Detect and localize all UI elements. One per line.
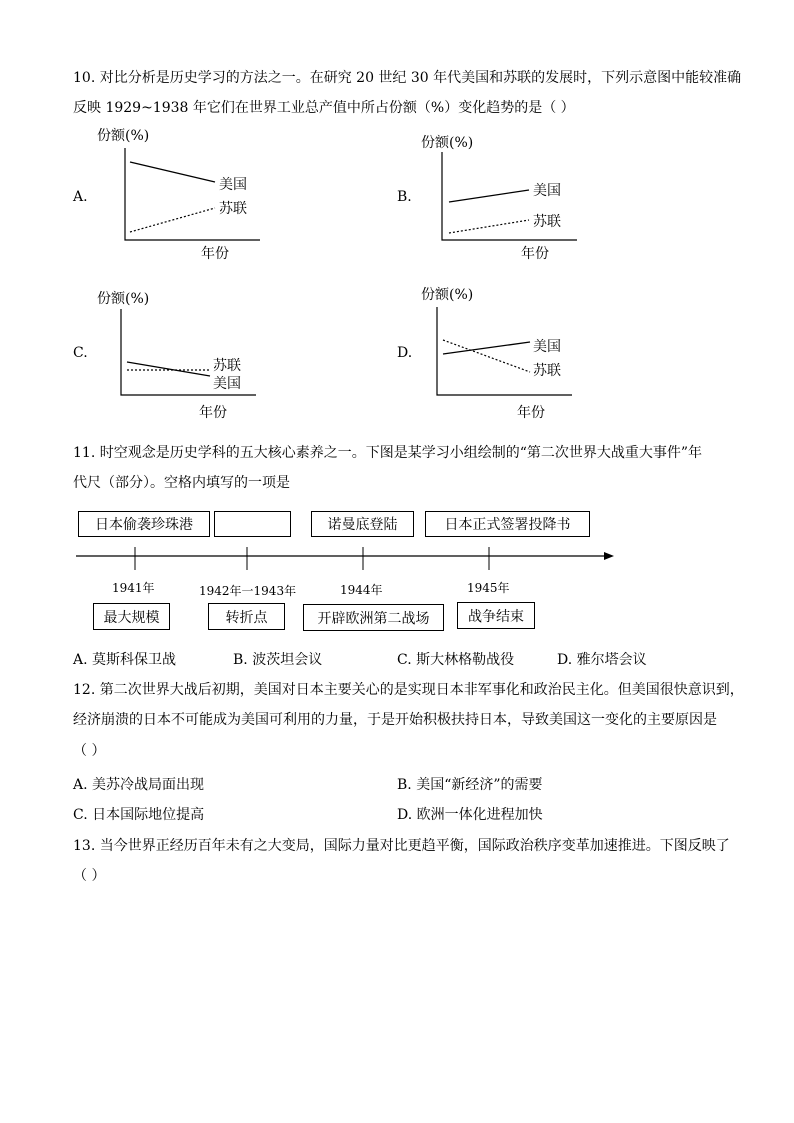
q10-a-y-label: 份额(%)	[97, 128, 150, 144]
q10-c-us-label: 美国	[213, 376, 241, 392]
q10-d-x-label: 年份	[517, 405, 545, 421]
q10-d-y-label: 份额(%)	[421, 287, 474, 303]
q10-b-ussr-line	[449, 220, 529, 233]
q10-c-us-line	[127, 362, 210, 376]
q11-option-a[interactable]: A. 莫斯科保卫战	[73, 652, 177, 668]
q13-stem-line1: 13. 当今世界正经历百年未有之大变局，国际力量对比更趋平衡，国际政治秩序变革加速推进。下图反映了	[73, 838, 730, 854]
q10-option-c-label: C.	[73, 345, 88, 361]
q11-year-1944: 1944年	[340, 583, 383, 597]
q10-option-d-label: D.	[397, 345, 413, 361]
q11-timeline-arrow-icon	[604, 552, 614, 560]
q10-d-us-label: 美国	[533, 339, 561, 355]
q10-a-us-label: 美国	[219, 177, 247, 193]
q11-box-war-end: 战争结束	[457, 602, 535, 629]
q10-d-ussr-label: 苏联	[533, 363, 561, 379]
q11-box-pearl-harbor: 日本偷袭珍珠港	[78, 511, 210, 537]
q11-option-c[interactable]: C. 斯大林格勒战役	[397, 652, 515, 668]
q11-box-surrender: 日本正式签署投降书	[425, 511, 590, 537]
q12-option-c[interactable]: C. 日本国际地位提高	[73, 807, 205, 823]
q10-stem-line1: 10. 对比分析是历史学习的方法之一。在研究 20 世纪 30 年代美国和苏联的发展时，下列示意图中能较准确	[73, 70, 742, 86]
q13-stem-line2: （ ）	[73, 868, 106, 884]
q12-option-b[interactable]: B. 美国“新经济”的需要	[397, 777, 543, 793]
q12-option-a[interactable]: A. 美苏冷战局面出现	[73, 777, 205, 793]
q11-stem-line1: 11. 时空观念是历史学科的五大核心素养之一。下图是某学习小组绘制的“第二次世界大战重大事件”年	[73, 445, 703, 461]
q11-box-blank	[214, 511, 291, 537]
q11-option-d[interactable]: D. 雅尔塔会议	[557, 652, 647, 668]
q12-stem-line1: 12. 第二次世界大战后初期，美国对日本主要关心的是实现日本非军事化和政治民主化。但美国很快意识到，	[73, 682, 744, 698]
q10-option-b-label: B.	[397, 189, 412, 205]
q10-a-ussr-line	[130, 208, 215, 232]
q10-d-us-line	[443, 342, 530, 354]
q10-b-y-label: 份额(%)	[421, 135, 474, 151]
q11-box-turning-point: 转折点	[208, 603, 285, 630]
q11-box-normandy: 诺曼底登陆	[311, 511, 414, 537]
q10-b-us-label: 美国	[533, 183, 561, 199]
q10-b-ussr-label: 苏联	[533, 214, 561, 230]
q10-b-x-label: 年份	[521, 246, 549, 262]
q11-year-1945: 1945年	[467, 581, 510, 595]
q10-stem-line2: 反映 1929~1938 年它们在世界工业总产值中所占份额（%）变化趋势的是（ ）	[73, 100, 575, 116]
q10-a-x-label: 年份	[201, 246, 229, 262]
q12-stem-line3: （ ）	[73, 743, 106, 759]
q11-option-b[interactable]: B. 波茨坦会议	[233, 652, 323, 668]
q10-option-a-label: A.	[73, 189, 88, 205]
q11-box-largest-scale: 最大规模	[93, 603, 170, 630]
q10-a-us-line	[130, 162, 215, 182]
q12-stem-line2: 经济崩溃的日本不可能成为美国可利用的力量，于是开始积极扶持日本，导致美国这一变化的主要原因是	[73, 712, 717, 728]
q12-option-d[interactable]: D. 欧洲一体化进程加快	[397, 807, 543, 823]
q11-stem-line2: 代尺（部分）。空格内填写的一项是	[73, 475, 290, 491]
q11-box-second-front: 开辟欧洲第二战场	[303, 604, 444, 631]
q11-year-1942-1943: 1942年一1943年	[199, 584, 297, 598]
q10-c-y-label: 份额(%)	[97, 291, 150, 307]
q10-b-us-line	[449, 190, 529, 202]
q10-c-ussr-label: 苏联	[213, 358, 241, 374]
q10-d-ussr-line	[443, 340, 530, 372]
q11-year-1941: 1941年	[112, 581, 155, 595]
q10-a-ussr-label: 苏联	[219, 201, 247, 217]
q10-c-x-label: 年份	[199, 405, 227, 421]
